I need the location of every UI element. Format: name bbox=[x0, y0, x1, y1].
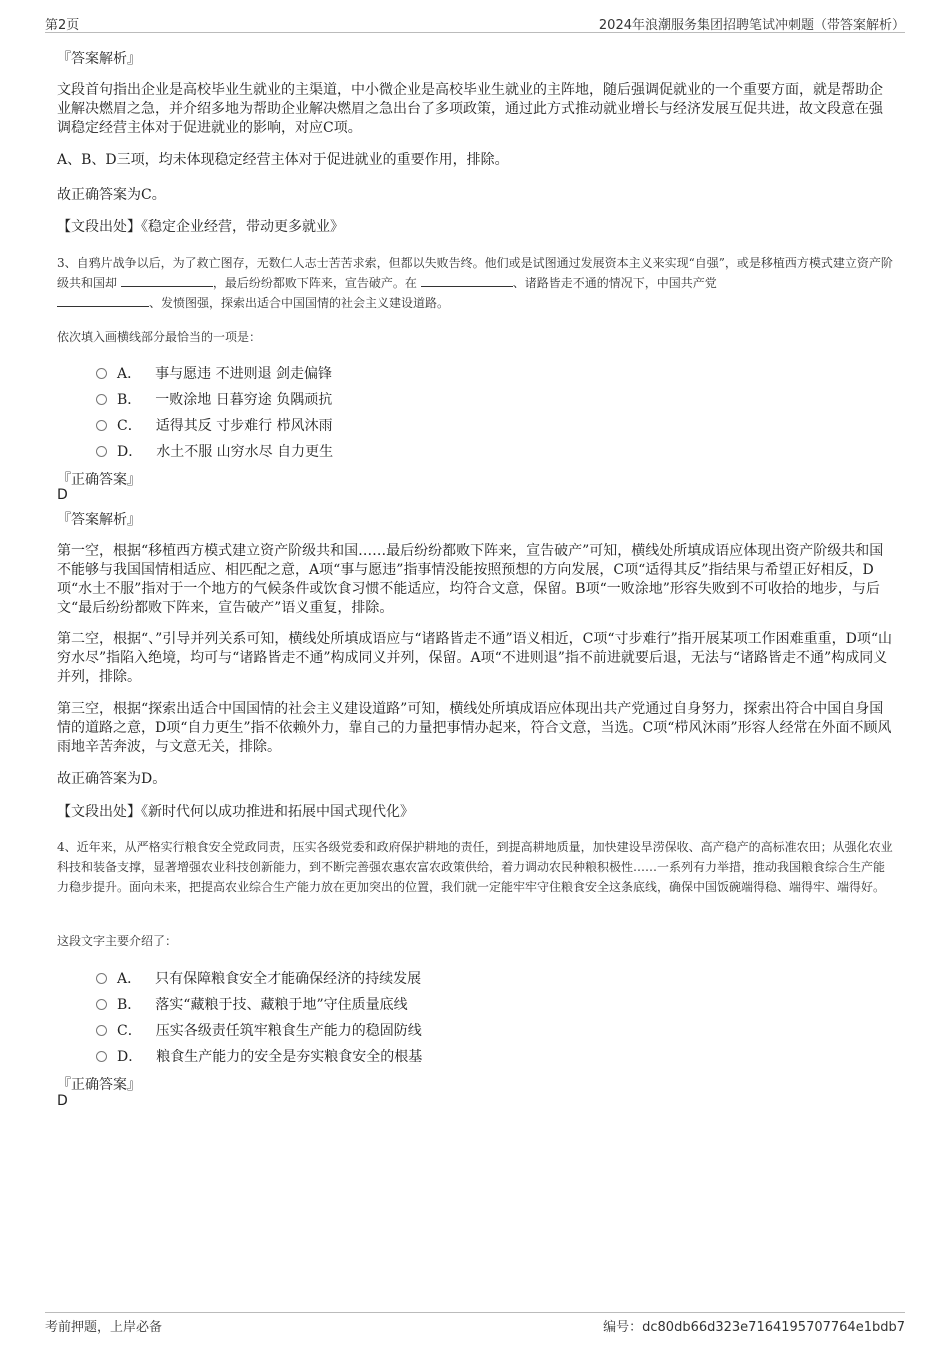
correct-answer-label: 『正确答案』 bbox=[57, 1077, 141, 1093]
option-d[interactable]: D． 水土不服 山穷水尽 自力更生 bbox=[96, 441, 333, 461]
analysis-label: 『答案解析』 bbox=[57, 51, 141, 67]
analysis-paragraph: 第二空，根据“、”引导并列关系可知，横线处所填成语应与“诸路皆走不通”语义相近，C项“寸步难行”指开展某项工作困难重重，D项“山穷水尽”指陷入绝境，均可与“诸路皆走不通”构成同义并列，保留。A项“不进则退”指不前进就要后退，无法与“诸路皆走不通”构成同义并列，排除。 bbox=[57, 631, 893, 685]
page-header bbox=[45, 12, 905, 33]
correct-answer: D bbox=[57, 487, 68, 503]
page-footer bbox=[45, 1312, 905, 1335]
footer-slogan: 考前押题，上岸必备 bbox=[45, 1320, 163, 1335]
question-stem: 4、近年来，从严格实行粮食安全党政同责，压实各级党委和政府保护耕地的责任，到提高耕地质量，加快建设旱涝保收、高产稳产的高标准农田；从强化农业科技和装备支撑，显著增强农业科技创新能力，到不断完善强农惠农富农政策供给，着力调动农民种粮积极性……一系列有力举措，推动我国粮食综合生产能力稳步提升。面向未来，把提高农业综合生产能力放在更加突出的位置，我们就一定能牢牢守住粮食安全这条底线，确保中国饭碗端得稳、端得牢、端得好。 bbox=[57, 840, 893, 894]
radio-icon[interactable] bbox=[96, 1025, 107, 1036]
radio-icon[interactable] bbox=[96, 368, 107, 379]
option-c[interactable]: C． 压实各级责任筑牢粮食生产能力的稳固防线 bbox=[96, 1020, 422, 1040]
source-citation: 【文段出处】《新时代何以成功推进和拓展中国式现代化》 bbox=[57, 804, 414, 820]
document-code: 编号：dc80db66d323e7164195707764e1bdb7 bbox=[603, 1320, 905, 1335]
analysis-label: 『答案解析』 bbox=[57, 512, 141, 528]
answer-blank bbox=[421, 274, 513, 287]
answer-blank bbox=[57, 294, 149, 307]
option-a[interactable]: A． 事与愿违 不进则退 剑走偏锋 bbox=[96, 363, 332, 383]
question-prompt: 依次填入画横线部分最恰当的一项是： bbox=[57, 330, 262, 344]
page-number: 第2页 bbox=[45, 18, 80, 33]
analysis-paragraph: A、B、D三项，均未体现稳定经营主体对于促进就业的重要作用，排除。 bbox=[57, 152, 509, 168]
option-d[interactable]: D． 粮食生产能力的安全是夯实粮食安全的根基 bbox=[96, 1046, 422, 1066]
analysis-paragraph: 文段首句指出企业是高校毕业生就业的主渠道，中小微企业是高校毕业生就业的主阵地，随后强调促就业的一个重要方面，就是帮助企业解决燃眉之急，并介绍多地为帮助企业解决燃眉之急出台了多项政策，通过此方式推动就业增长与经济发展互促共进，故文段意在强调稳定经营主体对于促进就业的影响，对应C项。 bbox=[57, 82, 883, 136]
radio-icon[interactable] bbox=[96, 1051, 107, 1062]
source-citation: 【文段出处】《稳定企业经营，带动更多就业》 bbox=[57, 219, 344, 235]
radio-icon[interactable] bbox=[96, 394, 107, 405]
radio-icon[interactable] bbox=[96, 973, 107, 984]
analysis-paragraph: 第三空，根据“探索出适合中国国情的社会主义建设道路”可知，横线处所填成语应体现出共产党通过自身努力，探索出符合中国自身国情的道路之意，D项“自力更生”指不依赖外力，靠自己的力量把事情办起来，符合文意，当选。C项“栉风沐雨”形容人经常在外面不顾风雨地辛苦奔波，与文意无关，排除。 bbox=[57, 701, 892, 755]
conclusion: 故正确答案为C。 bbox=[57, 187, 166, 203]
option-b[interactable]: B． 一败涂地 日暮穷途 负隅顽抗 bbox=[96, 389, 332, 409]
answer-blank bbox=[121, 274, 213, 287]
question-stem: 3、自鸦片战争以后，为了救亡图存，无数仁人志士苦苦求索，但都以失败告终。他们或是试图通过发展资本主义来实现“自强”，或是移植西方模式建立资产阶级共和国却 ，最后纷纷都败下阵来，宣告破产。在 、诸路皆走不通的情况下，中国共产党 、发愤图强，探索出适合中国国情的社会主义建设道路。 bbox=[57, 256, 893, 310]
option-c[interactable]: C． 适得其反 寸步难行 栉风沐雨 bbox=[96, 415, 333, 435]
option-b[interactable]: B． 落实“藏粮于技、藏粮于地”守住质量底线 bbox=[96, 994, 408, 1014]
radio-icon[interactable] bbox=[96, 446, 107, 457]
conclusion: 故正确答案为D。 bbox=[57, 771, 167, 787]
document-title: 2024年浪潮服务集团招聘笔试冲刺题（带答案解析） bbox=[598, 18, 905, 33]
analysis-paragraph: 第一空，根据“移植西方模式建立资产阶级共和国……最后纷纷都败下阵来，宣告破产”可知，横线处所填成语应体现出资产阶级共和国不能够与我国国情相适应、相匹配之意，A项“事与愿违”指事情没能按照预想的方向发展，C项“适得其反”指结果与希望正好相反，D项“水土不服”指对于一个地方的气候条件或饮食习惯不能适应，均符合文意，保留。B项“一败涂地”形容失败到不可收拾的地步，与后文“最后纷纷都败下阵来，宣告破产”语义重复，排除。 bbox=[57, 543, 884, 616]
radio-icon[interactable] bbox=[96, 420, 107, 431]
correct-answer-label: 『正确答案』 bbox=[57, 472, 141, 488]
radio-icon[interactable] bbox=[96, 999, 107, 1010]
option-a[interactable]: A． 只有保障粮食安全才能确保经济的持续发展 bbox=[96, 968, 421, 988]
correct-answer: D bbox=[57, 1093, 68, 1109]
question-prompt: 这段文字主要介绍了： bbox=[57, 934, 178, 948]
